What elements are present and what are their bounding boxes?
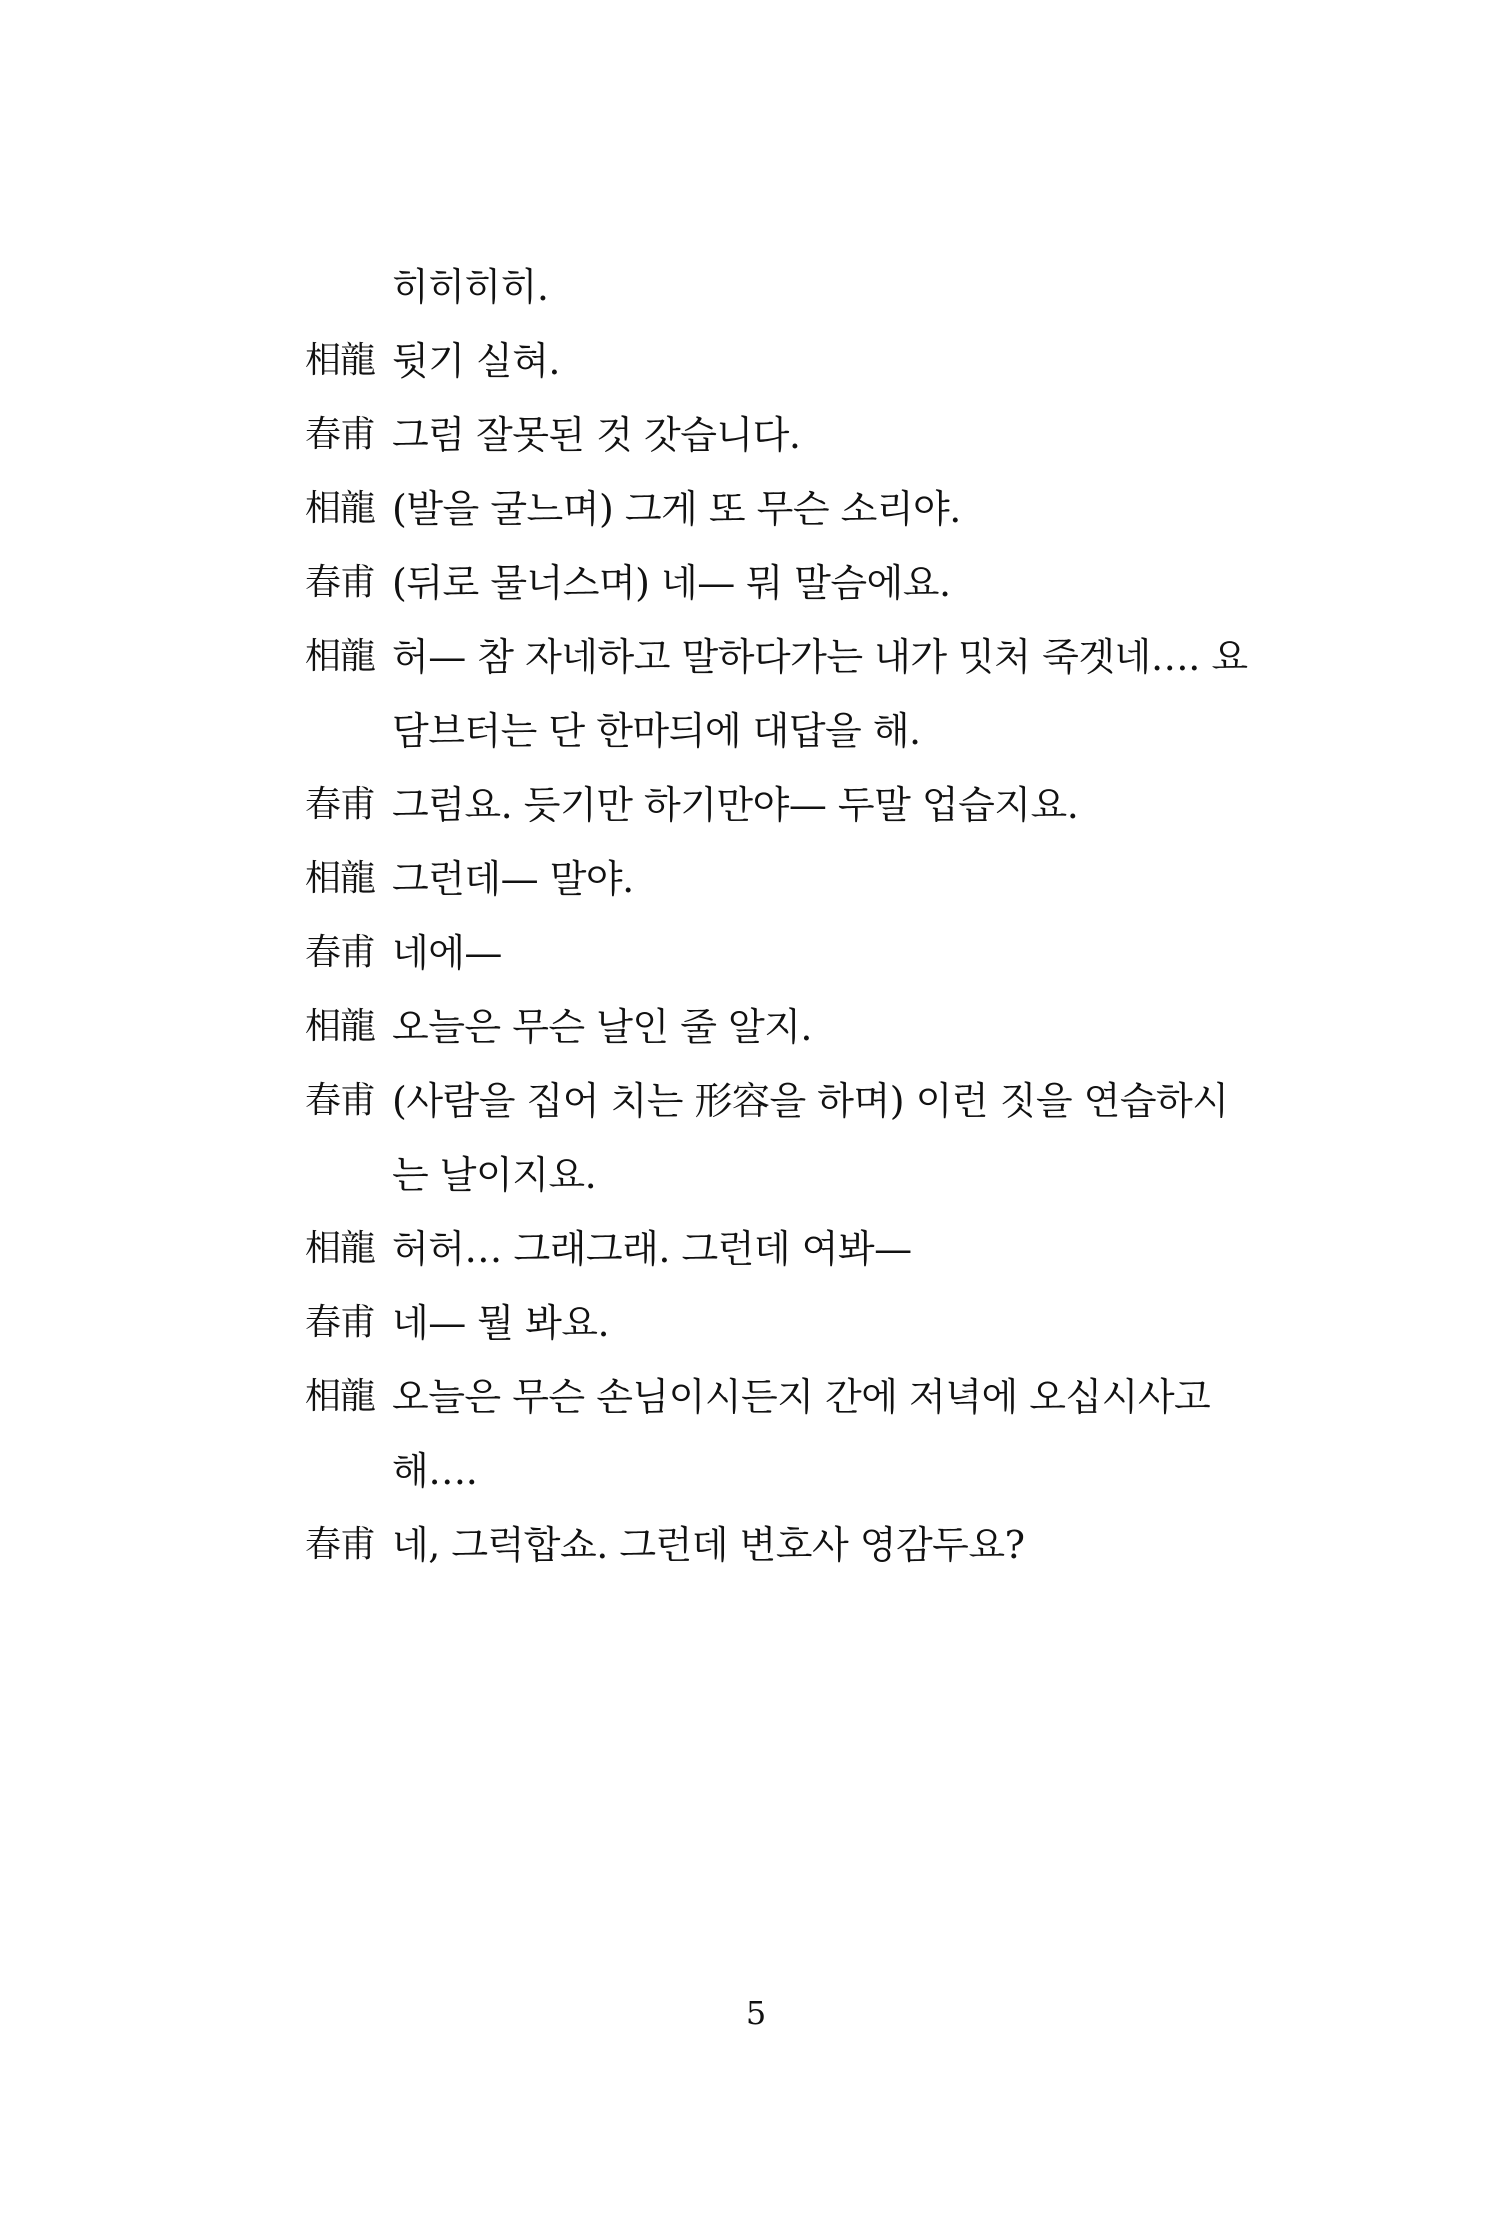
- dialogue-text: 그럼요. 듯기만 하기만야— 두말 업습지요.: [392, 783, 1079, 827]
- dialogue-line: [305, 1434, 1245, 1508]
- dialogue-text: 네, 그럭합쇼. 그런데 변호사 영감두요?: [392, 1523, 1025, 1567]
- dialogue-line: [305, 1212, 1245, 1286]
- dialogue-text: 는 날이지요.: [392, 1153, 597, 1197]
- dialogue-text: 그럼 잘못된 것 갓습니다.: [392, 413, 801, 457]
- dialogue-line: [305, 472, 1245, 546]
- dialogue-line: [305, 694, 1245, 768]
- dialogue-text: 허허… 그래그래. 그런데 여봐—: [392, 1227, 912, 1271]
- script-dialogue: [305, 250, 1248, 1582]
- speaker-name: 相龍: [305, 488, 376, 529]
- dialogue-text: (뒤로 물너스며) 네— 뭐 말슴에요.: [392, 561, 951, 605]
- dialogue-line: [305, 768, 1245, 842]
- dialogue-line: [305, 620, 1248, 694]
- dialogue-line: [305, 842, 1245, 916]
- dialogue-text: (발을 굴느며) 그게 또 무슨 소리야.: [392, 487, 961, 531]
- dialogue-text: 담브터는 단 한마듸에 대답을 해.: [392, 709, 921, 753]
- speaker-name: 相龍: [305, 1376, 376, 1417]
- speaker-name: 相龍: [305, 1228, 376, 1269]
- dialogue-text: 오늘은 무슨 날인 줄 알지.: [392, 1005, 812, 1049]
- speaker-name: 春甫: [305, 932, 376, 973]
- dialogue-line: [305, 546, 1245, 620]
- dialogue-text: 허— 참 자네하고 말하다가는 내가 밋처 죽겟네…. 요: [392, 635, 1248, 679]
- dialogue-text: (사람을 집어 치는 形容을 하며) 이런 짓을 연습하시: [392, 1079, 1229, 1123]
- speaker-name: 春甫: [305, 1302, 376, 1343]
- dialogue-text: 뒷기 실혀.: [392, 339, 560, 383]
- page-number: 5: [745, 1994, 767, 2032]
- dialogue-line: [305, 990, 1245, 1064]
- dialogue-text: 네에—: [392, 931, 502, 975]
- dialogue-line: [305, 398, 1245, 472]
- dialogue-text: 히히히히.: [392, 265, 549, 309]
- speaker-name: 春甫: [305, 1080, 376, 1121]
- speaker-name: 春甫: [305, 784, 376, 825]
- speaker-name: 春甫: [305, 1524, 376, 1565]
- dialogue-line: [305, 1360, 1245, 1434]
- dialogue-line: [305, 250, 1245, 324]
- speaker-name: 相龍: [305, 340, 376, 381]
- dialogue-text: 해….: [392, 1449, 478, 1493]
- dialogue-text: 그런데— 말야.: [392, 857, 634, 901]
- dialogue-text: 네— 뭘 봐요.: [392, 1301, 610, 1345]
- dialogue-line: [305, 1508, 1245, 1582]
- speaker-name: 相龍: [305, 636, 376, 677]
- speaker-name: 相龍: [305, 858, 376, 899]
- speaker-name: 春甫: [305, 414, 376, 455]
- speaker-name: 春甫: [305, 562, 376, 603]
- dialogue-line: [305, 1286, 1245, 1360]
- dialogue-line: [305, 324, 1245, 398]
- dialogue-line: [305, 1064, 1245, 1138]
- speaker-name: 相龍: [305, 1006, 376, 1047]
- dialogue-line: [305, 1138, 1245, 1212]
- dialogue-line: [305, 916, 1245, 990]
- dialogue-text: 오늘은 무슨 손님이시든지 간에 저녁에 오십시사고: [392, 1375, 1211, 1419]
